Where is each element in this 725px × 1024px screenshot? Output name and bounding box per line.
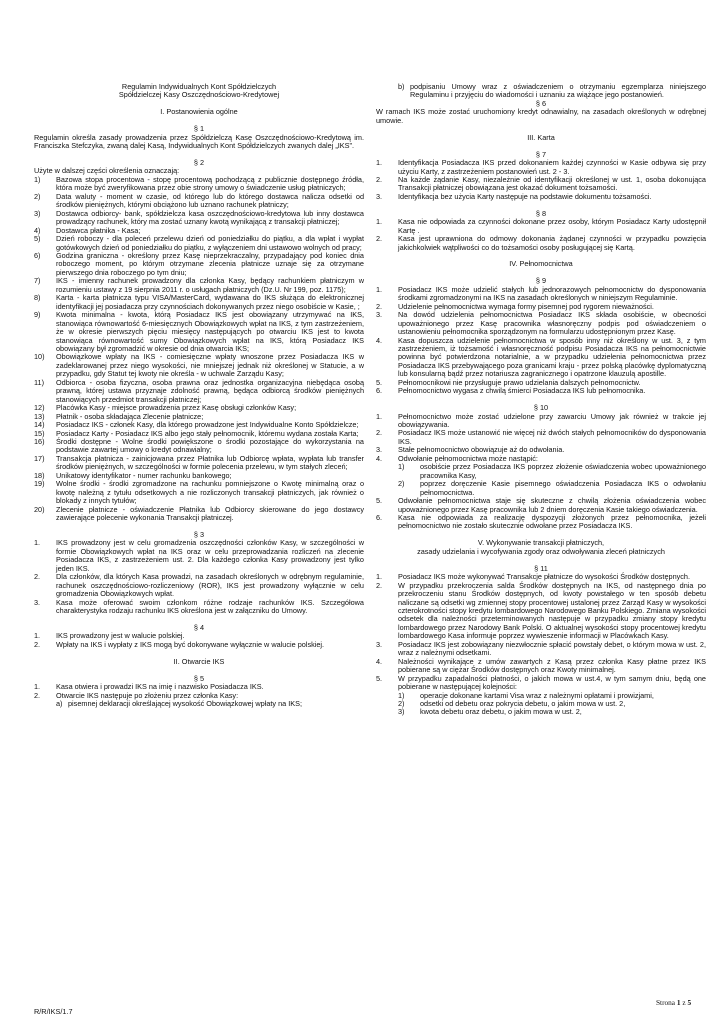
list-number: 5. — [376, 673, 383, 683]
list-number: 14) — [34, 420, 45, 430]
list-number: 1) — [398, 690, 405, 700]
list-item — [376, 159, 706, 176]
list-number: 1. — [376, 217, 383, 227]
page-separator: z — [682, 998, 686, 1007]
list-number: 1. — [376, 572, 383, 582]
list-text: Kasa otwiera i prowadzi IKS na imię i nazwisko Posiadacza IKS. — [56, 682, 264, 692]
list-number: b) — [398, 82, 405, 91]
list-item — [376, 193, 706, 201]
paragraph-3-list — [34, 539, 364, 615]
list-text: Udzielenie pełnomocnictwa wymaga formy pisemnej pod rygorem nieważności. — [398, 301, 654, 311]
list-number: 3. — [376, 191, 383, 201]
list-text: kwota debetu oraz debetu, o jakim mowa w ust. 2, — [420, 707, 582, 717]
list-text: Należności wynikające z umów zawartych z Kasą przez członka Kasy płatne przez IKS pobierane są w ciężar Środków dostępnych oraz Kwoty minimalnej. — [398, 656, 706, 675]
paragraph-10-sublist — [376, 463, 706, 497]
list-number: 4) — [34, 225, 41, 235]
list-item — [34, 599, 364, 616]
list-item — [376, 286, 706, 303]
paragraph-7-list — [376, 159, 706, 201]
list-item — [34, 311, 364, 353]
title-line-1: Regulamin Indywidualnych Kont Spółdzielczych — [121, 82, 277, 91]
paragraph-9-list — [376, 286, 706, 396]
list-item — [398, 480, 706, 497]
list-number: 17) — [34, 453, 45, 463]
list-item — [376, 235, 706, 252]
list-text: Obowiązkowe wpłaty na IKS - comiesięczne wpłaty wnoszone przez Posiadacza IKS w zadeklarowanej przez niego wysokości, nie mniejszej jednak niż określonej w Statucie, a w przypadku, gdy Statut tej kwoty nie określa - w uchwale Zarządu Kasy; — [56, 352, 364, 379]
page-label: Strona — [656, 998, 676, 1007]
list-number: 1. — [34, 538, 41, 548]
paragraph-10-heading: § 10 — [533, 403, 549, 413]
list-text: Godzina graniczna - określony przez Kasę nieprzekraczalny, przypadający pod koniec dnia roboczego moment, po którym otrzymane zlecenia płatnicze uznaje się za otrzymane pierwszego dnia roboczego po tym dniu; — [56, 251, 364, 277]
list-number: 16) — [34, 436, 45, 446]
list-text: Zlecenie płatnicze - oświadczenie Płatnika lub Odbiorcy skierowane do jego dostawcy zawierające polecenie wykonania Transakcji płatniczej. — [56, 504, 364, 523]
list-item — [34, 277, 364, 294]
list-number: 3) — [34, 208, 41, 218]
paragraph-4-heading: § 4 — [193, 622, 205, 632]
list-number: 2. — [34, 572, 41, 582]
list-item — [34, 176, 364, 193]
list-text: pisemnej deklaracji określającej wysokość Obowiązkowej wpłaty na IKS; — [68, 698, 303, 708]
list-text: Identyfikacja bez użycia Karty następuje na podstawie dokumentu tożsamości. — [398, 191, 652, 201]
list-text: Otwarcie IKS następuje po złożeniu przez członka Kasy: — [56, 690, 239, 700]
paragraph-10-list-continued — [376, 497, 706, 531]
list-text: Stałe pełnomocnictwo obowiązuje aż do odwołania. — [398, 445, 565, 455]
list-text: Na dowód udzielenia pełnomocnictwa Posiadacz IKS składa osobiście, w obecności upoważnionego przez Kasę pracownika własnoręczny podpis pod oświadczeniem o ustanowieniu pełnomocnika sporządzonym na formularzu udostępnionym przez Kasę. — [398, 310, 706, 337]
list-text: Data waluty - moment w czasie, od którego lub do którego dostawca nalicza odsetki od środków pieniężnych, którymi obciążono lub uznano rachunek płatniczy; — [56, 191, 364, 210]
paragraph-10-list — [376, 413, 706, 464]
paragraph-1-text: Regulamin określa zasady prowadzenia przez Spółdzielczą Kasę Oszczędnościowo-Kredytową im. Franciszka Stefczyka, zwaną dalej Kasą, Indywidualnych Kont Spółdzielczych zwanych dalej „IKS”. — [34, 132, 364, 151]
list-text: osobiście przez Posiadacza IKS poprzez złożenie oświadczenia wobec upoważnionego pracownika Kasy, — [420, 462, 706, 480]
list-text: Kasa nie odpowiada za czynności dokonane przez osoby, którym Posiadacz Karty udostępnił Kartę . — [398, 217, 706, 235]
list-number: 1. — [34, 631, 41, 641]
title-line-2: Spółdzielczej Kasy Oszczędnościowo-Kredytowej — [118, 90, 280, 100]
list-text: operacje dokonane kartami Visa wraz z należnymi opłatami i prowizjami, — [420, 690, 654, 700]
list-text: odsetki od debetu oraz pokrycia debetu, o jakim mowa w ust. 2, — [420, 698, 626, 708]
list-number: 1. — [376, 158, 383, 168]
paragraph-2-heading: § 2 — [193, 158, 205, 168]
list-text: Posiadacz IKS jest zobowiązany niezwłocznie spłacić powstały debet, o którym mowa w ust. 2, wraz z należnymi odsetkami. — [398, 639, 706, 658]
definitions-list — [34, 176, 364, 523]
list-number: 1. — [376, 284, 383, 294]
section-heading-1: I. Postanowienia ogólne — [160, 107, 238, 117]
page-number — [656, 998, 691, 1007]
list-text: Kwota minimalna - kwota, którą Posiadacz IKS jest obowiązany utrzymywać na IKS, stanowiąca równowartość 6-miesięcznych Obowiązkowych wpłat na IKS, z tym zastrzeżeniem, że w okresie pierwszych pięciu miesięcy następujących po otwarciu IKS jest to kwota stanowiąca równowartość sumy Obowiązkowych wpłat na IKS, którą Posiadacz IKS obowiązany był zgromadzić w okresie od dnia otwarcia IKS; — [56, 310, 364, 353]
list-number: 2. — [34, 639, 41, 649]
list-item — [376, 582, 706, 641]
list-number: 3. — [376, 445, 383, 455]
list-text: Unikatowy identyfikator - numer rachunku bankowego; — [56, 470, 232, 480]
page-current: 1 — [676, 998, 681, 1007]
list-text: Bazowa stopa procentowa - stopę procentową pochodzącą z publicznie dostępnego źródła, która może być zweryfikowana przez obie strony umowy o świadczenie usług płatniczych; — [56, 174, 364, 193]
list-number: 20) — [34, 504, 45, 514]
list-item — [376, 497, 706, 514]
list-item — [376, 337, 706, 379]
list-text: Dostawca płatnika - Kasa; — [56, 225, 141, 235]
list-text: Posiadacz IKS może ustanowić nie więcej niż dwóch stałych pełnomocników do dysponowania IKS. — [398, 428, 706, 446]
list-text: Transakcja płatnicza - zainicjowana przez Płatnika lub Odbiorcę wpłata, wypłata lub transfer środków pieniężnych, w szczególności w formie polecenia przelewu, w tym stałych zleceń; — [56, 453, 364, 472]
list-item — [398, 463, 706, 480]
list-number: 6. — [376, 386, 383, 396]
list-item — [34, 252, 364, 277]
list-number: 5. — [376, 377, 383, 387]
list-text: Kasa może oferować swoim członkom różne rodzaje rachunków IKS. Szczegółowa charakterystyka rodzaju rachunku IKS określona jest w załączniku do Umowy. — [56, 597, 364, 616]
paragraph-4-list — [34, 632, 364, 649]
list-item — [34, 700, 364, 708]
paragraph-9-heading: § 9 — [535, 276, 547, 286]
list-number: 18) — [34, 470, 45, 480]
list-item — [376, 675, 706, 692]
list-number: 3) — [398, 707, 405, 717]
list-number: 12) — [34, 403, 45, 413]
list-item — [34, 641, 364, 649]
paragraph-11-list — [376, 573, 706, 691]
list-number: 2) — [398, 479, 405, 489]
list-number: 10) — [34, 352, 45, 362]
list-item — [34, 573, 364, 598]
list-item — [376, 387, 706, 395]
paragraph-3-heading: § 3 — [193, 529, 205, 539]
list-number: 2) — [398, 698, 405, 708]
list-text: Posiadacz IKS może wykonywać Transakcje płatnicze do wysokości Środków dostępnych. — [398, 572, 691, 582]
list-item — [376, 83, 706, 100]
paragraph-8-list — [376, 218, 706, 252]
list-number: 1. — [34, 682, 41, 692]
paragraph-11-heading: § 11 — [534, 563, 548, 573]
section-heading-5-line-1: V. Wykonywanie transakcji płatniczych, — [477, 538, 605, 548]
list-text: Identyfikacja Posiadacza IKS przed dokonaniem każdej czynności w Kasie odbywa się przy użyciu Karty, z zastrzeżeniem postanowień ust. 2 - 3. — [398, 158, 706, 176]
list-number: 4. — [376, 335, 383, 345]
list-item — [34, 353, 364, 378]
list-text: Placówka Kasy - miejsce prowadzenia przez Kasę obsługi członków Kasy; — [56, 403, 297, 413]
list-text: Posiadacz IKS - członek Kasy, dla którego prowadzone jest Indywidualne Konto Spółdzielcze; — [56, 420, 359, 430]
list-number: 9) — [34, 310, 41, 320]
list-number: 2. — [376, 301, 383, 311]
list-text: Płatnik - osoba składająca Zlecenie płatnicze; — [56, 411, 204, 421]
list-item — [376, 429, 706, 446]
section-heading-5-line-2: zasady udzielania i wycofywania zgody oraz odwoływania zleceń płatniczych — [417, 546, 665, 556]
paragraph-8-heading: § 8 — [535, 208, 547, 218]
list-number: 1) — [398, 462, 405, 472]
paragraph-6-text: W ramach IKS może zostać uruchomiony kredyt odnawialny, na zasadach określonych w odrębnej umowie. — [376, 107, 706, 125]
list-number: 1. — [376, 411, 383, 421]
list-number: 3. — [34, 597, 41, 607]
list-text: Pełnomocnictwo wygasa z chwilą śmierci Posiadacza IKS lub pełnomocnika. — [398, 386, 646, 396]
paragraph-6-heading: § 6 — [535, 98, 547, 108]
list-text: Na każde żądanie Kasy, niezależnie od identyfikacji określonej w ust. 1, osoba dokonująca Transakcji płatniczej obowiązana jest okazać dokument tożsamości. — [398, 174, 706, 193]
list-text: Posiadacz IKS może udzielić stałych lub jednorazowych pełnomocnictw do dysponowania środkami zgromadzonymi na IKS na zasadach określonych w niniejszym Regulaminie. — [398, 284, 706, 303]
page-total: 5 — [687, 998, 692, 1007]
section-heading-2: II. Otwarcie IKS — [173, 656, 225, 666]
list-item — [376, 311, 706, 336]
list-text: Wpłaty na IKS i wypłaty z IKS mogą być dokonywane wyłącznie w walucie polskiej. — [56, 639, 325, 649]
list-number: 4. — [376, 656, 383, 666]
list-item — [34, 294, 364, 311]
list-text: Karta - karta płatnicza typu VISA/MasterCard, wydawana do IKS służąca do elektronicznej identyfikacji jej posiadacza przy czynnościach dokonywanych przez niego osobiście w Kasie, ; — [56, 293, 364, 311]
list-item — [376, 176, 706, 193]
list-item — [34, 235, 364, 252]
list-item — [376, 514, 706, 531]
list-number: 3. — [376, 310, 383, 320]
paragraph-7-heading: § 7 — [535, 149, 547, 159]
list-text: W przypadku przekroczenia salda Środków dostępnych na IKS, od następnego dnia po przekroczeniu stanu Środków dostępnych, od kwoty powstałego w ten sposób debetu naliczane są odsetki wg zmiennej stopy procentowej ustalonej przez Zarząd Kasy w wysokości czterokrotności stopy kredytu lombardowego Narodowego Banku Polskiego. Zmiana wysokości odsetek dla należności przeterminowanych następuje w przypadku zmiany stopy kredytu lombardowego przez Narodowy Bank Polski. O aktualnej wysokości stopy procentowej kredytu lombardowego Kasa informuje poprzez wywieszenie informacji w Placówkach Kasy. — [398, 580, 706, 641]
list-number: 2. — [376, 580, 383, 590]
list-number: 15) — [34, 428, 45, 438]
list-item — [376, 413, 706, 430]
list-text: Kasa nie odpowiada za realizację dyspozycji złożonych przez pełnomocnika, jeżeli pełnomocnictwo nie zostało skutecznie odwołane przez Posiadacza IKS. — [398, 513, 706, 531]
right-column — [376, 83, 706, 717]
list-item — [34, 193, 364, 210]
list-text: Odwołanie pełnomocnictwa staje się skuteczne z chwilą złożenia oświadczenia wobec upoważnionego przez Kasę pracownika lub 2 dniem doręczenia Kasie takiego oświadczenia. — [398, 496, 706, 514]
list-number: 2. — [376, 174, 383, 184]
list-number: 6) — [34, 251, 41, 261]
list-number: 6. — [376, 513, 383, 523]
list-number: 7) — [34, 276, 41, 286]
document-code: R/R/IKS/1.7 — [34, 1007, 73, 1016]
list-text: Kasa jest uprawniona do odmowy dokonania żądanej czynności w przypadku powzięcia jakichkolwiek wątpliwości co do tożsamości osoby posługującej się Kartą. — [398, 234, 706, 252]
list-item — [34, 480, 364, 505]
paragraph-11-sublist — [376, 692, 706, 717]
section-heading-4: IV. Pełnomocnictwa — [509, 259, 573, 269]
list-text: Odbiorca - osoba fizyczna, osoba prawna oraz jednostka organizacyjna niebędąca osobą prawną, której ustawa przyznaje zdolność prawną, będąca odbiorcą środków pieniężnych stanowiących przedmiot transakcji płatniczej; — [56, 377, 364, 404]
list-number: 1) — [34, 174, 41, 184]
list-item — [376, 658, 706, 675]
left-column — [34, 83, 364, 708]
list-number: 2. — [376, 428, 383, 438]
list-number: 5. — [376, 496, 383, 506]
list-text: Pełnomocnikowi nie przysługuje prawo udzielania dalszych pełnomocnictw. — [398, 377, 641, 387]
list-text: Dostawca odbiorcy- bank, spółdzielcza kasa oszczędnościowo-kredytowa lub inny dostawca prowadzący rachunek, który ma zostać uznany kwotą wynikającą z transakcji płatniczej; — [56, 208, 364, 227]
paragraph-2-intro: Użyte w dalszej części określenia oznaczają: — [34, 166, 180, 176]
list-number: 5) — [34, 234, 41, 244]
list-text: W przypadku zapadalności płatności, o jakich mowa w ust.4, w tym samym dniu, będą one pobierane w następującej kolejności: — [398, 673, 706, 692]
list-number: 2. — [34, 690, 41, 700]
section-heading-3: III. Karta — [527, 132, 555, 142]
list-number: 8) — [34, 293, 41, 303]
list-text: Dla członków, dla których Kasa prowadzi, na zasadach określonych w odrębnym regulaminie, rachunek oszczędnościowo-rozliczeniowy (ROR), IKS jest prowadzony wyłącznie w celu gromadzenia Obowiązkowych wpłat. — [56, 572, 364, 599]
list-number: 2) — [34, 191, 41, 201]
paragraph-1-heading: § 1 — [193, 124, 205, 134]
list-item — [34, 379, 364, 404]
list-text: IKS prowadzony jest w walucie polskiej. — [56, 631, 185, 641]
list-text: Pełnomocnictwo może zostać udzielone przy zawarciu Umowy jak również w trakcie jej obowiązywania. — [398, 411, 706, 430]
list-text: Odwołanie pełnomocnictwa może nastąpić: — [398, 453, 538, 463]
list-text: Dzień roboczy - dla poleceń przelewu dzień od poniedziałku do piątku, a dla wpłat i wypłat gotówkowych dzień od poniedziałku do piątku, z wyłączeniem dni ustawowo wolnych od pracy; — [56, 234, 364, 252]
list-item — [34, 455, 364, 472]
list-item — [34, 210, 364, 227]
list-item — [34, 539, 364, 573]
list-number: a) — [56, 698, 63, 708]
list-text: Posiadacz Karty - Posiadacz IKS albo jego stały pełnomocnik, któremu wydana została Karta; — [56, 428, 359, 438]
list-number: 4. — [376, 453, 383, 463]
paragraph-5-list — [34, 683, 364, 700]
list-number: 11) — [34, 377, 45, 387]
list-item — [376, 218, 706, 235]
list-text: podpisaniu Umowy wraz z oświadczeniem o otrzymaniu egzemplarza niniejszego Regulaminu i przyjęciu do wiadomości i uznaniu za wiążące jego postanowień. — [410, 82, 706, 100]
paragraph-5-heading: § 5 — [193, 673, 205, 683]
list-item — [34, 438, 364, 455]
list-number: 2. — [376, 234, 383, 244]
list-item — [398, 708, 706, 716]
list-number: 19) — [34, 479, 45, 489]
list-text: Wolne środki - środki zgromadzone na rachunku pomniejszone o Kwotę minimalną oraz o kwotę należną z tytułu odsetkowych a nie rozliczonych transakcji płatniczych, jak również o blokady z innych tytułów; — [56, 479, 364, 506]
list-number: 3. — [376, 639, 383, 649]
list-item — [34, 506, 364, 523]
list-number: 13) — [34, 411, 45, 421]
list-text: Środki dostępne - Wolne środki powiększone o środki pozostające do wykorzystania na podstawie zawartej umowy o kredyt odnawialny; — [56, 436, 364, 455]
list-text: IKS prowadzony jest w celu gromadzenia oszczędności członków Kasy, w szczególności w formie Obowiązkowych wpłat na IKS oraz w celu przeprowadzania rozliczeń na zlecenie Posiadacza IKS, z zastrzeżeniem ust. 2. Dla każdego członka Kasy prowadzony jest tylko jeden IKS. — [56, 538, 364, 573]
list-text: poprzez doręczenie Kasie pisemnego oświadczenia Posiadacza IKS o odwołaniu pełnomocnictwa. — [420, 479, 706, 497]
list-text: IKS - imienny rachunek prowadzony dla członka Kasy, będący rachunkiem płatniczym w rozumieniu ustawy z 19 sierpnia 2011 r. o usługach płatniczych (Dz.U. Nr 199, poz. 1175); — [56, 276, 364, 294]
list-text: Kasa dopuszcza udzielenie pełnomocnictwa w sposób inny niż określony w ust. 3, z tym zastrzeżeniem, iż tożsamość i własnoręczność podpisu Posiadacza IKS na pełnomocnictwie powinna być potwierdzona notarialnie, a w przypadku udzielenia pełnomocnictwa przez Posiadacza IKS przebywającego poza granicami kraju - przez polską placówkę dyplomatyczną lub konsularną bądź przez notariusza zagranicznego i opatrzone klauzulą apostille. — [398, 335, 706, 379]
list-item — [376, 641, 706, 658]
